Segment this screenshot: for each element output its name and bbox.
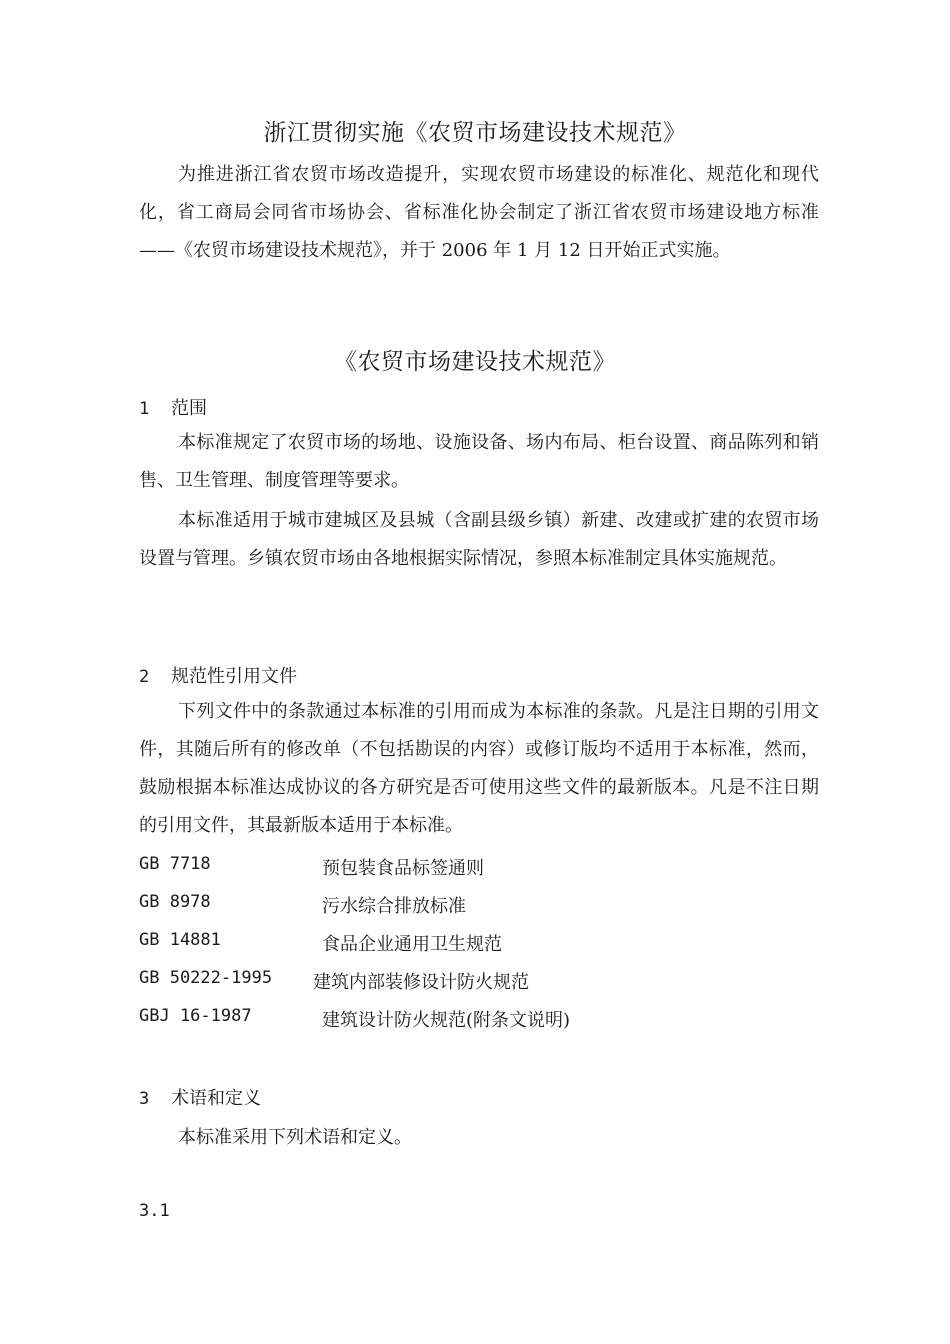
intro-paragraph: 为推进浙江省农贸市场改造提升，实现农贸市场建设的标准化、规范化和现代化，省工商局会同省市场协会、省标准化协会制定了浙江省农贸市场建设地方标准——《农贸市场建设技术规范》，并于 2006 年 1 月 12 日开始正式实施。 <box>139 164 819 261</box>
reference-row <box>139 854 819 892</box>
reference-name: 预包装食品标签通则 <box>322 858 484 879</box>
standard-title: 《农贸市场建设技术规范》 <box>334 349 616 375</box>
section-1-heading <box>139 394 207 420</box>
section-1-paragraph-2: 本标准适用于城市建城区及县城（含副县级乡镇）新建、改建或扩建的农贸市场设置与管理。乡镇农贸市场由各地根据实际情况，参照本标准制定具体实施规范。 <box>139 510 819 569</box>
section-3-heading <box>139 1084 261 1110</box>
reference-row <box>139 930 819 968</box>
reference-name: 污水综合排放标准 <box>322 896 466 917</box>
document-title: 浙江贯彻实施《农贸市场建设技术规范》 <box>263 120 687 146</box>
section-3-1-number: 3.1 <box>139 1201 170 1221</box>
reference-name: 食品企业通用卫生规范 <box>322 934 502 955</box>
reference-row <box>139 892 819 930</box>
section-2-number: 2 <box>139 667 150 687</box>
reference-code: GB 50222-1995 <box>139 968 273 988</box>
section-3-paragraph-1: 本标准采用下列术语和定义。 <box>178 1127 412 1148</box>
section-2-heading <box>139 662 297 688</box>
reference-code: GB 8978 <box>139 892 211 912</box>
reference-code: GBJ 16-1987 <box>139 1006 252 1026</box>
section-2-title: 规范性引用文件 <box>171 666 297 687</box>
reference-row <box>139 1006 819 1044</box>
section-2-paragraph-1: 下列文件中的条款通过本标准的引用而成为本标准的条款。凡是注日期的引用文件，其随后所有的修改单（不包括勘误的内容）或修订版均不适用于本标准，然而，鼓励根据本标准达成协议的各方研究是否可使用这些文件的最新版本。凡是不注日期的引用文件，其最新版本适用于本标准。 <box>139 701 819 836</box>
reference-code: GB 14881 <box>139 930 221 950</box>
section-1-paragraph-1: 本标准规定了农贸市场的场地、设施设备、场内布局、柜台设置、商品陈列和销售、卫生管理、制度管理等要求。 <box>139 432 819 491</box>
section-1-number: 1 <box>139 399 150 419</box>
reference-name: 建筑内部装修设计防火规范 <box>313 972 529 993</box>
reference-row <box>139 968 819 1006</box>
reference-code: GB 7718 <box>139 854 211 874</box>
section-1-title: 范围 <box>171 398 207 419</box>
section-3-title: 术语和定义 <box>171 1088 261 1109</box>
reference-name: 建筑设计防火规范(附条文说明) <box>322 1010 571 1031</box>
section-3-number: 3 <box>139 1089 150 1109</box>
